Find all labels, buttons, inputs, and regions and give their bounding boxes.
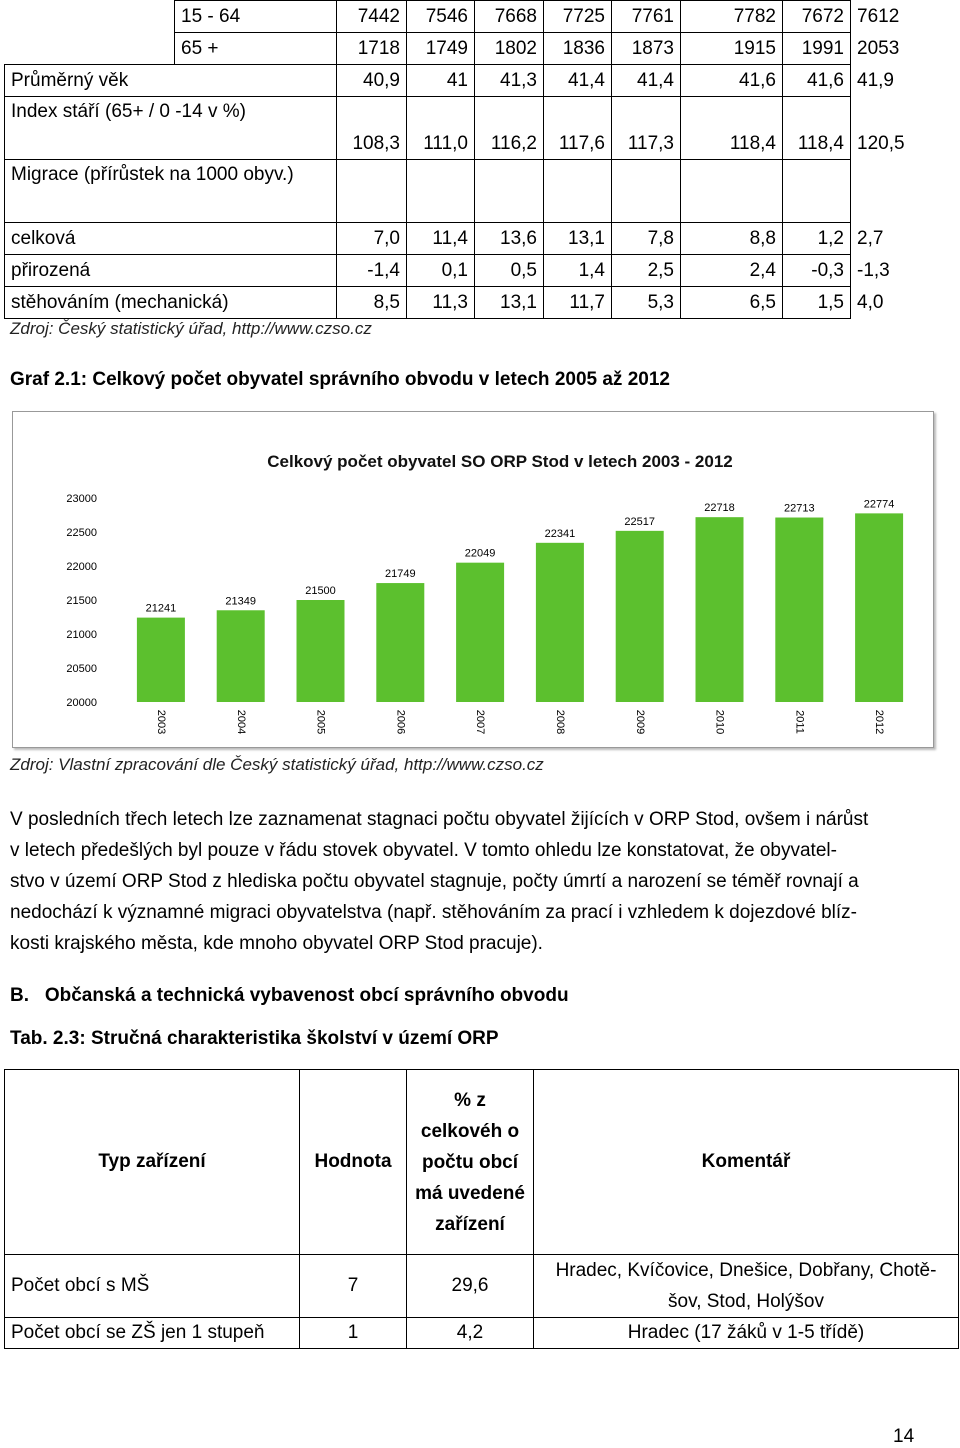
row-value: 117,3 (612, 97, 681, 160)
table-caption: Tab. 2.3: Stručná charakteristika školství v území ORP (10, 1028, 499, 1049)
table-source-note: Zdroj: Český statistický úřad, http://www.czso.cz (10, 319, 372, 338)
row-value: 7442 (337, 1, 407, 33)
header-percent: % z celkovéh o počtu obcí má uvedené zařízení (407, 1070, 534, 1255)
bar (536, 543, 584, 702)
x-tick-label: 2006 (394, 709, 407, 735)
row-label: Průměrný věk (5, 65, 337, 97)
row-value: 1,5 (783, 287, 851, 319)
row-value: 7761 (612, 1, 681, 33)
paragraph-line: stvo v území ORP Stod z hlediska počtu obyvatel stagnuje, počty úmrtí a narození se téměř rovnají a (10, 871, 859, 892)
chart-source-note: Zdroj: Vlastní zpracování dle Český statistický úřad, http://www.czso.cz (10, 755, 544, 774)
row-value: 8,5 (337, 287, 407, 319)
bar (456, 563, 504, 702)
row-value: 118,4 (783, 97, 851, 160)
table-row: Index stáří (65+ / 0 -14 v %) 108,3 111,0 116,2 117,6 117,3 118,4 118,4 120,5 (5, 97, 851, 160)
x-tick-label: 2011 (793, 710, 806, 734)
paragraph-line: V posledních třech letech lze zaznamenat stagnaci počtu obyvatel žijících v ORP Stod, ovšem i nárůst (10, 809, 869, 830)
x-tick-label: 2004 (234, 709, 247, 735)
row-value: 41,4 (544, 65, 612, 97)
bar (616, 531, 664, 702)
bar (696, 517, 744, 702)
row-value (612, 160, 681, 223)
bar (775, 518, 823, 702)
row-comment: Hradec, Kvíčovice, Dnešice, Dobřany, Chotě-šov, Stod, Holýšov (534, 1255, 959, 1318)
bar (137, 618, 185, 702)
row-value: -1,4 (337, 255, 407, 287)
x-tick-label: 2012 (873, 709, 886, 735)
row-label: celková (5, 223, 337, 255)
row-value: 7668 (475, 1, 544, 33)
row-value: 11,3 (407, 287, 475, 319)
row-value: 0,1 (407, 255, 475, 287)
blank-cell (5, 33, 175, 65)
y-tick-label: 20000 (66, 697, 97, 709)
school-table-header-row (5, 1070, 959, 1255)
row-value: 41,4 (612, 65, 681, 97)
row-label: přirozená (5, 255, 337, 287)
row-value (337, 160, 407, 223)
bar (217, 610, 265, 702)
bar-value-label: 21749 (385, 568, 416, 581)
row-value: 6,5 (681, 287, 783, 319)
row-value (783, 160, 851, 223)
row-value: 41,3 (475, 65, 544, 97)
paragraph-line: v letech předešlých byl pouze v řádu stovek obyvatel. V tomto ohledu lze konstatovat, že obyvatel- (10, 840, 837, 861)
row-value: 8,8 (681, 223, 783, 255)
row-value: 7 (300, 1255, 407, 1318)
y-tick-label: 21000 (66, 629, 97, 641)
row-value (681, 160, 783, 223)
bar (376, 583, 424, 702)
row-value: 1718 (337, 33, 407, 65)
row-value: 41,6 (783, 65, 851, 97)
row-value: 1,4 (544, 255, 612, 287)
y-tick-label: 21500 (66, 595, 97, 607)
bar-value-label: 21500 (305, 585, 336, 597)
bar-value-label: 22049 (464, 547, 496, 560)
table-row: 15 - 64 7442 7546 7668 7725 7761 7782 7672 7612 (5, 1, 851, 33)
row-value: 11,7 (544, 287, 612, 319)
row-value: 1749 (407, 33, 475, 65)
row-value (544, 160, 612, 223)
bar (855, 513, 903, 702)
row-value: 40,9 (337, 65, 407, 97)
row-value: 111,0 (407, 97, 475, 160)
header-comment: Komentář (534, 1070, 959, 1255)
bar-value-label: 22718 (704, 502, 735, 515)
row-value: 13,1 (544, 223, 612, 255)
bar-value-label: 22341 (544, 527, 576, 540)
header-value: Hodnota (300, 1070, 407, 1255)
row-label: 65 + (175, 33, 337, 65)
body-paragraph (10, 804, 950, 959)
row-value: 1836 (544, 33, 612, 65)
population-bar-chart (13, 412, 933, 747)
row-value: 13,1 (475, 287, 544, 319)
page-number: 14 (893, 1426, 915, 1447)
row-value: 7782 (681, 1, 783, 33)
demographic-table (4, 0, 905, 319)
y-tick-label: 20500 (66, 663, 97, 675)
row-value: 7725 (544, 1, 612, 33)
row-value: 7,8 (612, 223, 681, 255)
row-type: Počet obcí s MŠ (5, 1255, 300, 1318)
row-value: 2,4 (681, 255, 783, 287)
table-row (5, 1255, 959, 1318)
table-row (5, 1318, 959, 1349)
row-comment: Hradec (17 žáků v 1-5 třídě) (534, 1318, 959, 1349)
row-label: Migrace (přírůstek na 1000 obyv.) (5, 160, 337, 223)
graph-caption: Graf 2.1: Celkový počet obyvatel správního obvodu v letech 2005 až 2012 (10, 369, 670, 390)
row-value: 1,2 (783, 223, 851, 255)
table-row (5, 160, 851, 223)
x-tick-label: 2010 (713, 709, 726, 735)
row-value (407, 160, 475, 223)
row-value: 1 (300, 1318, 407, 1349)
y-tick-label: 22000 (66, 561, 97, 573)
row-value: 41 (407, 65, 475, 97)
row-value: 118,4 (681, 97, 783, 160)
bar-value-label: 21241 (145, 602, 177, 615)
row-value: 41,6 (681, 65, 783, 97)
row-value: 1873 (612, 33, 681, 65)
row-type: Počet obcí se ZŠ jen 1 stupeň (5, 1318, 300, 1349)
row-label: Index stáří (65+ / 0 -14 v %) (5, 97, 337, 160)
y-tick-label: 22500 (66, 527, 97, 539)
blank-cell (5, 1, 175, 33)
x-tick-label: 2003 (154, 709, 167, 735)
row-value: -0,3 (783, 255, 851, 287)
x-tick-label: 2007 (474, 709, 487, 735)
table-row: celková 7,0 11,4 13,6 13,1 7,8 8,8 1,2 2,7 (5, 223, 851, 255)
population-chart (12, 411, 934, 748)
row-value (475, 160, 544, 223)
bar-value-label: 22774 (863, 498, 895, 511)
paragraph-line: kosti krajského města, kde mnoho obyvatel ORP Stod pracuje). (10, 933, 543, 954)
bar-value-label: 22517 (624, 515, 655, 528)
row-value: 0,5 (475, 255, 544, 287)
row-value: 2,5 (612, 255, 681, 287)
row-percent: 29,6 (407, 1255, 534, 1318)
row-label: 15 - 64 (175, 1, 337, 33)
section-heading: B. Občanská a technická vybavenost obcí správního obvodu (10, 985, 569, 1006)
bar (297, 600, 345, 702)
bar-value-label: 21349 (225, 595, 256, 608)
row-value: 1915 (681, 33, 783, 65)
row-value: 11,4 (407, 223, 475, 255)
header-type: Typ zařízení (5, 1070, 300, 1255)
row-value: 1802 (475, 33, 544, 65)
table-row: stěhováním (mechanická) 8,5 11,3 13,1 11,7 5,3 6,5 1,5 4,0 (5, 287, 851, 319)
x-tick-label: 2009 (633, 709, 646, 735)
row-value: 116,2 (475, 97, 544, 160)
row-value: 13,6 (475, 223, 544, 255)
table-row: 65 + 1718 1749 1802 1836 1873 1915 1991 2053 (5, 33, 851, 65)
row-value: 7672 (783, 1, 851, 33)
y-tick-label: 23000 (66, 493, 97, 505)
table-row: přirozená -1,4 0,1 0,5 1,4 2,5 2,4 -0,3 -1,3 (5, 255, 851, 287)
row-value: 1991 (783, 33, 851, 65)
row-label: stěhováním (mechanická) (5, 287, 337, 319)
bar-value-label: 22713 (784, 502, 815, 515)
row-value: 7,0 (337, 223, 407, 255)
table-row: Průměrný věk 40,9 41 41,3 41,4 41,4 41,6 41,6 41,9 (5, 65, 851, 97)
row-value: 5,3 (612, 287, 681, 319)
row-percent: 4,2 (407, 1318, 534, 1349)
x-tick-label: 2008 (553, 709, 566, 735)
row-value: 108,3 (337, 97, 407, 160)
x-tick-label: 2005 (314, 709, 327, 735)
row-value: 7546 (407, 1, 475, 33)
school-table (4, 1069, 959, 1349)
chart-title: Celkový počet obyvatel SO ORP Stod v letech 2003 - 2012 (267, 452, 733, 471)
paragraph-line: nedochází k významné migraci obyvatelstva (např. stěhováním za prací i vzhledem k dojezdové blíz- (10, 902, 857, 923)
row-value: 117,6 (544, 97, 612, 160)
